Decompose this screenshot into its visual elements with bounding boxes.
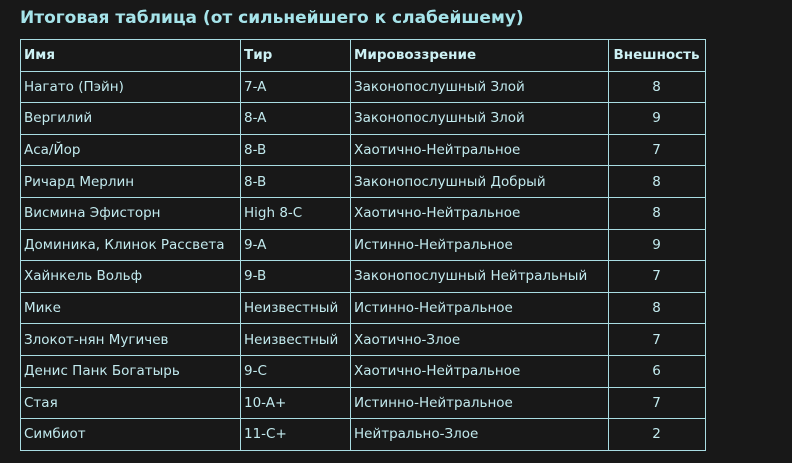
table-row xyxy=(21,387,706,419)
cell-name: Вергилий xyxy=(21,103,241,135)
cell-tier: 9-B xyxy=(241,261,351,293)
table-row xyxy=(21,292,706,324)
table-row xyxy=(21,71,706,103)
table-row xyxy=(21,324,706,356)
table-body xyxy=(21,71,706,450)
cell-tier: High 8-C xyxy=(241,197,351,229)
cell-appearance: 7 xyxy=(609,324,706,356)
cell-name: Доминика, Клинок Рассвета xyxy=(21,229,241,261)
cell-name: Висмина Эфисторн xyxy=(21,197,241,229)
cell-tier: 8-A xyxy=(241,103,351,135)
table-row xyxy=(21,229,706,261)
page-title: Итоговая таблица (от сильнейшего к слабейшему) xyxy=(20,8,524,28)
cell-alignment: Законопослушный Злой xyxy=(351,103,609,135)
table-row xyxy=(21,134,706,166)
cell-tier: 7-A xyxy=(241,71,351,103)
ranking-table xyxy=(20,39,706,451)
cell-appearance: 2 xyxy=(609,419,706,451)
cell-alignment: Законопослушный Нейтральный xyxy=(351,261,609,293)
table-header-row xyxy=(21,40,706,72)
cell-name: Нагато (Пэйн) xyxy=(21,71,241,103)
cell-alignment: Хаотично-Нейтральное xyxy=(351,197,609,229)
header-alignment: Мировоззрение xyxy=(351,40,609,72)
cell-tier: 9-A xyxy=(241,229,351,261)
cell-name: Мике xyxy=(21,292,241,324)
cell-appearance: 8 xyxy=(609,197,706,229)
cell-alignment: Хаотично-Нейтральное xyxy=(351,134,609,166)
cell-alignment: Истинно-Нейтральное xyxy=(351,229,609,261)
cell-alignment: Истинно-Нейтральное xyxy=(351,292,609,324)
cell-tier: 8-B xyxy=(241,166,351,198)
cell-name: Стая xyxy=(21,387,241,419)
cell-appearance: 8 xyxy=(609,71,706,103)
cell-appearance: 9 xyxy=(609,103,706,135)
cell-appearance: 7 xyxy=(609,134,706,166)
cell-appearance: 7 xyxy=(609,261,706,293)
cell-appearance: 8 xyxy=(609,292,706,324)
cell-name: Денис Панк Богатырь xyxy=(21,355,241,387)
cell-appearance: 8 xyxy=(609,166,706,198)
cell-alignment: Законопослушный Злой xyxy=(351,71,609,103)
header-name: Имя xyxy=(21,40,241,72)
cell-name: Хайнкель Вольф xyxy=(21,261,241,293)
cell-alignment: Законопослушный Добрый xyxy=(351,166,609,198)
cell-tier: Неизвестный xyxy=(241,324,351,356)
table-row xyxy=(21,261,706,293)
cell-alignment: Хаотично-Нейтральное xyxy=(351,355,609,387)
cell-name: Ричард Мерлин xyxy=(21,166,241,198)
cell-name: Злокот-нян Мугичев xyxy=(21,324,241,356)
table-row xyxy=(21,419,706,451)
table-row xyxy=(21,166,706,198)
table-row xyxy=(21,355,706,387)
cell-tier: 9-C xyxy=(241,355,351,387)
cell-appearance: 9 xyxy=(609,229,706,261)
cell-alignment: Хаотично-Злое xyxy=(351,324,609,356)
cell-alignment: Истинно-Нейтральное xyxy=(351,387,609,419)
cell-tier: 11-C+ xyxy=(241,419,351,451)
header-tier: Тир xyxy=(241,40,351,72)
cell-appearance: 7 xyxy=(609,387,706,419)
cell-name: Аса/Йор xyxy=(21,134,241,166)
header-appearance: Внешность xyxy=(609,40,706,72)
table-row xyxy=(21,197,706,229)
table-row xyxy=(21,103,706,135)
cell-appearance: 6 xyxy=(609,355,706,387)
cell-tier: 8-B xyxy=(241,134,351,166)
cell-tier: Неизвестный xyxy=(241,292,351,324)
cell-alignment: Нейтрально-Злое xyxy=(351,419,609,451)
cell-name: Симбиот xyxy=(21,419,241,451)
cell-tier: 10-A+ xyxy=(241,387,351,419)
